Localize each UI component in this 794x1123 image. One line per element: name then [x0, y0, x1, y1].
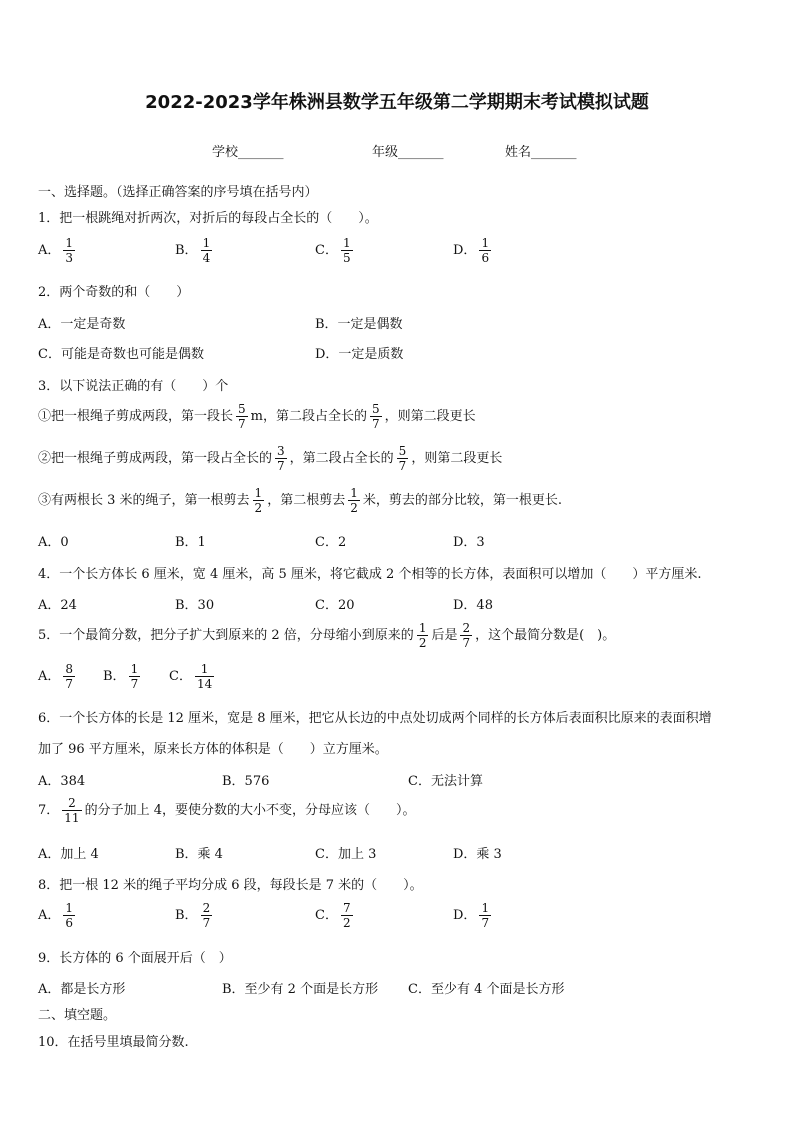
- q4-option-b[interactable]: B．30: [175, 598, 215, 613]
- fraction: $\frac{1}{7}$: [130, 662, 139, 691]
- q8-option-a[interactable]: A． $\frac{1}{6}$: [38, 901, 74, 930]
- fraction: $\frac{1}{2}$: [254, 486, 263, 515]
- q2-option-d[interactable]: D．一定是质数: [315, 347, 404, 362]
- fraction: $\frac{5}{7}$: [371, 402, 380, 431]
- name-field[interactable]: 姓名_______: [505, 145, 577, 160]
- q8-option-c[interactable]: C． $\frac{7}{2}$: [315, 901, 351, 930]
- fraction: $\frac{1}{3}$: [65, 236, 74, 265]
- q9-option-b[interactable]: B．至少有 2 个面是长方形: [222, 982, 379, 997]
- q1-option-d[interactable]: D． $\frac{1}{6}$: [453, 236, 490, 265]
- fraction: $\frac{5}{7}$: [238, 402, 246, 431]
- question-5: 5．一个最简分数，把分子扩大到原来的 2 倍，分母缩小到原来的 $\frac{1}{2}$ 后是 $\frac{2}{7}$ ，这个最简分数是( )。: [38, 621, 616, 650]
- q7-option-d[interactable]: D．乘 3: [453, 847, 502, 862]
- q3-statement-1: ①把一根绳子剪成两段，第一段长 $\frac{5}{7}$ m，第二段占全长的 $\frac{5}{7}$ ，则第二段更长: [38, 402, 476, 431]
- fraction: $\frac{3}{7}$: [277, 444, 285, 473]
- q7-option-a[interactable]: A．加上 4: [38, 847, 99, 862]
- fraction: $\frac{1}{2}$: [350, 486, 358, 515]
- q3-option-c[interactable]: C．2: [315, 535, 347, 550]
- fraction: $\frac{1}{14}$: [196, 662, 213, 691]
- question-8: 8．把一根 12 米的绳子平均分成 6 段，每段长是 7 米的（ ）。: [38, 878, 423, 893]
- q3-option-d[interactable]: D．3: [453, 535, 485, 550]
- q6-option-b[interactable]: B．576: [222, 774, 270, 789]
- fraction: $\frac{1}{2}$: [418, 621, 427, 650]
- fraction: $\frac{1}{6}$: [65, 901, 74, 930]
- fraction: $\frac{8}{7}$: [65, 662, 74, 691]
- question-6: 6．一个长方体的长是 12 厘米，宽是 8 厘米，把它从长边的中点处切成两个同样的长方体后表面积比原来的表面积增: [38, 711, 712, 726]
- q3-option-b[interactable]: B．1: [175, 535, 206, 550]
- fraction: $\frac{2}{11}$: [64, 796, 80, 825]
- q1-option-b[interactable]: B． $\frac{1}{4}$: [175, 236, 211, 265]
- fraction: $\frac{2}{7}$: [462, 621, 471, 650]
- q3-statement-2: ②把一根绳子剪成两段，第一段占全长的 $\frac{3}{7}$ ，第二段占全长的 $\frac{5}{7}$ ，则第二段更长: [38, 444, 503, 473]
- q9-option-a[interactable]: A．都是长方形: [38, 982, 126, 997]
- q3-option-a[interactable]: A．0: [38, 535, 69, 550]
- question-7: 7． $\frac{2}{11}$ 的分子加上 4，要使分数的大小不变，分母应该（ ）。: [38, 796, 416, 825]
- fraction: $\frac{1}{6}$: [481, 236, 490, 265]
- q4-option-d[interactable]: D．48: [453, 598, 493, 613]
- fraction: $\frac{1}{5}$: [342, 236, 351, 265]
- q5-option-c[interactable]: C． $\frac{1}{14}$: [169, 662, 213, 691]
- question-2: 2．两个奇数的和（ ）: [38, 285, 190, 300]
- q1-option-a[interactable]: A． $\frac{1}{3}$: [38, 236, 74, 265]
- section-choice-heading: 一、选择题。（选择正确答案的序号填在括号内）: [38, 185, 318, 200]
- section-fill-heading: 二、填空题。: [38, 1008, 117, 1023]
- q7-option-c[interactable]: C．加上 3: [315, 847, 377, 862]
- grade-field[interactable]: 年级_______: [372, 145, 444, 160]
- question-4: 4．一个长方体长 6 厘米，宽 4 厘米，高 5 厘米，将它截成 2 个相等的长方体，表面积可以增加（ ）平方厘米.: [38, 567, 702, 582]
- fraction: $\frac{7}{2}$: [342, 901, 351, 930]
- q4-option-a[interactable]: A．24: [38, 598, 77, 613]
- q1-option-c[interactable]: C． $\frac{1}{5}$: [315, 236, 351, 265]
- q2-option-b[interactable]: B．一定是偶数: [315, 317, 403, 332]
- fraction: $\frac{5}{7}$: [398, 444, 407, 473]
- q4-option-c[interactable]: C．20: [315, 598, 355, 613]
- question-6-cont: 加了 96 平方厘米，原来长方体的体积是（ ）立方厘米。: [38, 742, 388, 757]
- q7-option-b[interactable]: B．乘 4: [175, 847, 223, 862]
- q3-statement-3: ③有两根长 3 米的绳子，第一根剪去 $\frac{1}{2}$ ，第二根剪去 $\frac{1}{2}$ 米，剪去的部分比较，第一根更长.: [38, 486, 562, 515]
- q5-option-b[interactable]: B． $\frac{1}{7}$: [103, 662, 139, 691]
- q6-option-a[interactable]: A．384: [38, 774, 86, 789]
- school-field[interactable]: 学校_______: [212, 145, 284, 160]
- fraction: $\frac{1}{7}$: [481, 901, 490, 930]
- question-10: 10．在括号里填最简分数.: [38, 1035, 189, 1050]
- q8-option-b[interactable]: B． $\frac{2}{7}$: [175, 901, 211, 930]
- question-9: 9．长方体的 6 个面展开后（ ）: [38, 951, 232, 966]
- question-1: 1．把一根跳绳对折两次，对折后的每段占全长的（ ）。: [38, 211, 378, 226]
- q8-option-d[interactable]: D． $\frac{1}{7}$: [453, 901, 490, 930]
- fraction: $\frac{1}{4}$: [202, 236, 211, 265]
- page-title: 2022-2023学年株洲县数学五年级第二学期期末考试模拟试题: [145, 92, 649, 113]
- q9-option-c[interactable]: C．至少有 4 个面是长方形: [408, 982, 565, 997]
- fraction: $\frac{2}{7}$: [202, 901, 211, 930]
- q5-option-a[interactable]: A． $\frac{8}{7}$: [38, 662, 74, 691]
- question-3: 3．以下说法正确的有（ ）个: [38, 379, 229, 394]
- q2-option-a[interactable]: A．一定是奇数: [38, 317, 126, 332]
- q2-option-c[interactable]: C．可能是奇数也可能是偶数: [38, 347, 204, 362]
- q6-option-c[interactable]: C．无法计算: [408, 774, 483, 789]
